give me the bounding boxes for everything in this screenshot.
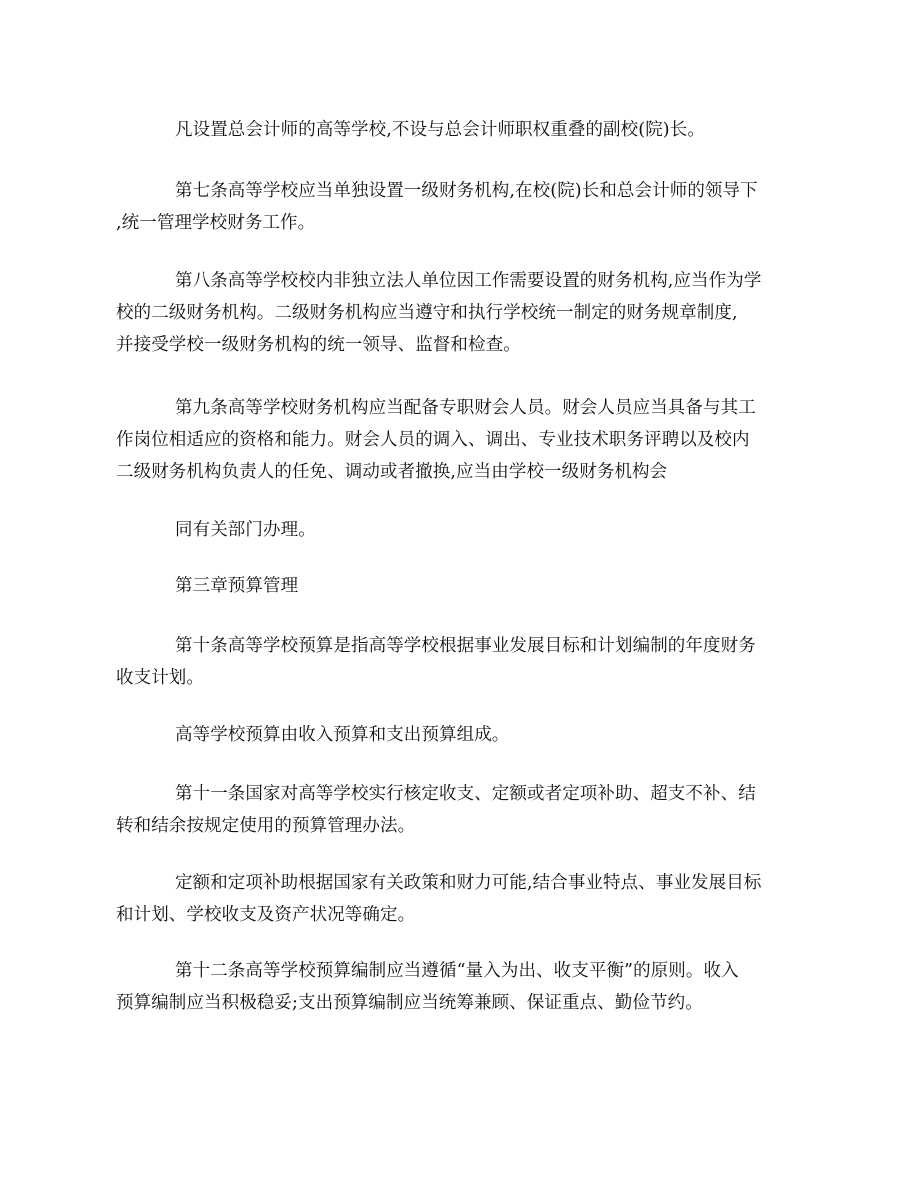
text-line: 第八条高等学校校内非独立法人单位因工作需要设置的财务机构,应当作为学 — [175, 271, 762, 291]
text-line: 和计划、学校收支及资产状况等确定。 — [116, 905, 416, 925]
paragraph-article-10 — [116, 630, 805, 694]
paragraph-article-9-continued — [175, 514, 805, 546]
chapter-heading — [175, 570, 805, 602]
text-line: 二级财务机构负责人的任免、调动或者撤换,应当由学校一级财务机构会 — [116, 462, 668, 482]
text-line: 第七条高等学校应当单独设置一级财务机构,在校(院)长和总会计师的领导下 — [175, 181, 758, 201]
text-line: 作岗位相适应的资格和能力。财会人员的调入、调出、专业技术职务评聘以及校内 — [116, 430, 750, 450]
text-line: 第九条高等学校财务机构应当配备专职财会人员。财会人员应当具备与其工 — [175, 398, 756, 418]
paragraph-article-12 — [116, 955, 805, 1019]
text-line: 定额和定项补助根据国家有关政策和财力可能,结合事业特点、事业发展目标 — [175, 873, 762, 893]
text-line: 转和结余按规定使用的预算管理办法。 — [116, 816, 416, 836]
text-line: 第十一条国家对高等学校实行核定收支、定额或者定项补助、超支不补、结 — [175, 784, 756, 804]
text-line: 第十二条高等学校预算编制应当遵循“量入为出、收支平衡”的原则。收入 — [175, 961, 739, 981]
paragraph-chief-accountant — [175, 114, 805, 146]
text-line: 预算编制应当积极稳妥;支出预算编制应当统筹兼顾、保证重点、勤俭节约。 — [116, 993, 703, 1013]
paragraph-budget-composition — [175, 719, 805, 751]
paragraph-article-7 — [116, 175, 805, 239]
paragraph-article-9 — [116, 392, 805, 488]
text-line: 高等学校预算由收入预算和支出预算组成。 — [175, 725, 510, 745]
text-line: 并接受学校一级财务机构的统一领导、监督和检查。 — [116, 335, 521, 355]
text-line: 第三章预算管理 — [175, 576, 299, 596]
paragraph-article-8 — [116, 265, 805, 361]
text-line: 收支计划。 — [116, 668, 204, 688]
paragraph-subsidy-basis — [116, 867, 805, 931]
text-line: 校的二级财务机构。二级财务机构应当遵守和执行学校统一制定的财务规章制度, — [116, 303, 738, 323]
paragraph-article-11 — [116, 778, 805, 842]
text-line: ,统一管理学校财务工作。 — [116, 213, 316, 233]
text-line: 第十条高等学校预算是指高等学校根据事业发展目标和计划编制的年度财务 — [175, 636, 756, 656]
text-line: 凡设置总会计师的高等学校,不设与总会计师职权重叠的副校(院)长。 — [175, 120, 705, 140]
text-line: 同有关部门办理。 — [175, 520, 316, 540]
